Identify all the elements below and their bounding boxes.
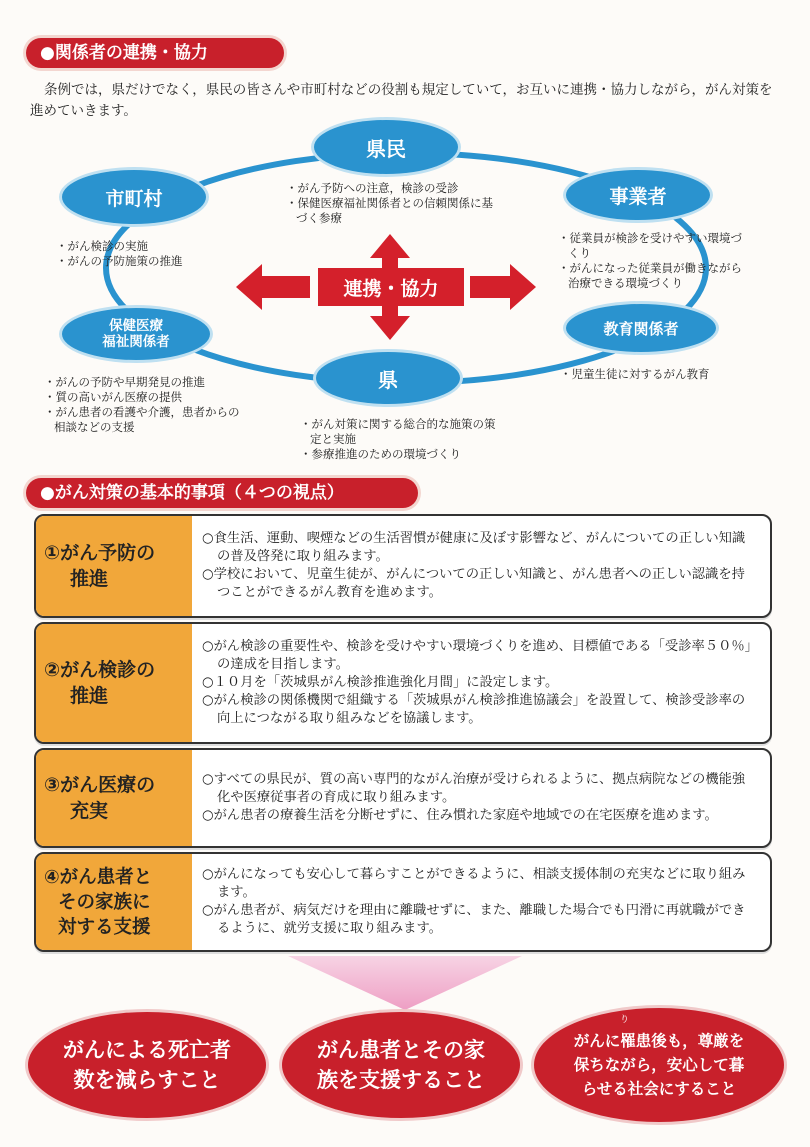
item-label <box>36 624 192 742</box>
item-label-line2: 充実 <box>70 800 109 822</box>
item-label-line1: ④がん患者と <box>44 866 153 888</box>
item-box-medical <box>34 748 772 848</box>
item-line: ○がんになっても安心して暮らすことができるように、相談支援体制の充実などに取り組みます。 <box>202 867 746 900</box>
goal-support-patients <box>282 1012 520 1118</box>
center-label: 連携・協力 <box>318 268 464 306</box>
item-body <box>202 771 756 825</box>
goal-line: がんによる死亡者 <box>63 1038 231 1062</box>
node-kyoiku: 教育関係者 <box>566 304 716 352</box>
item-line: ○がん患者の療養生活を分断せずに、住み慣れた家庭や地域での在宅医療を進めます。 <box>202 808 718 823</box>
node-hoken-line1: 保健医療 <box>109 318 163 334</box>
role-item: ・がん患者の看護や介護，患者からの相談などの支援 <box>44 405 240 434</box>
goal-line: 保ちながら，安心して暮 <box>573 1056 745 1074</box>
role-item: ・参療推進のための環境づくり <box>300 447 461 461</box>
item-label-line3: 対する支援 <box>58 916 151 938</box>
section-heading-basic-items: ●がん対策の基本的事項（４つの視点） <box>26 478 418 508</box>
item-label-line2: 推進 <box>70 568 109 590</box>
node-hoken-line2: 福祉関係者 <box>102 334 170 350</box>
item-line: ○がん患者が、病気だけを理由に離職せずに、また、離職した場合でも円滑に再就職ができるように、就労支援に取り組みます。 <box>202 903 746 936</box>
role-item: ・保健医療福祉関係者との信頼関係に基づく参療 <box>286 196 493 225</box>
node-kenmin: 県民 <box>314 120 458 174</box>
goal-dignified-society <box>534 1008 784 1122</box>
item-line: ○学校において、児童生徒が、がんについての正しい知識と、がん患者への正しい認識を持つことができるがん教育を進めます。 <box>202 567 745 600</box>
role-item: ・がんの予防や早期発見の推進 <box>44 375 205 389</box>
item-line: ○すべての県民が、質の高い専門的ながん治療が受けられるように、拠点病院などの機能強化や医療従事者の育成に取り組みます。 <box>202 772 746 805</box>
node-shichoson: 市町村 <box>62 170 206 224</box>
item-body <box>202 866 756 938</box>
goal-line: らせる社会にすること <box>581 1080 737 1098</box>
goal-line: がん患者とその家 <box>317 1038 485 1062</box>
item-line: ○がん検診の重要性や、検診を受けやすい環境づくりを進め、目標値である「受診率５０％」の達成を目指します。 <box>202 639 752 672</box>
goal-line: 族を支援すること <box>317 1068 485 1092</box>
node-hoken <box>62 308 210 360</box>
role-item: ・がん対策に関する総合的な施策の策定と実施 <box>300 417 496 446</box>
item-box-prevention <box>34 514 772 618</box>
item-label-line1: ③がん医療の <box>44 774 156 796</box>
section-heading-collaboration: ●関係者の連携・協力 <box>26 38 284 68</box>
item-body <box>202 530 756 602</box>
item-label-line1: ②がん検診の <box>44 659 156 681</box>
roles-kenmin <box>286 181 504 226</box>
goal-reduce-deaths <box>28 1012 266 1118</box>
item-label-line2: 推進 <box>70 685 109 707</box>
item-label <box>36 854 192 950</box>
item-line: ○食生活、運動、喫煙などの生活習慣が健康に及ぼす影響など、がんについての正しい知識の普及啓発に取り組みます。 <box>202 531 746 564</box>
item-box-support <box>34 852 772 952</box>
roles-shichoson <box>56 239 256 269</box>
furigana-ri: り <box>620 1015 630 1025</box>
goal-line: がんに罹患後も，尊厳を <box>573 1032 745 1050</box>
role-item: ・質の高いがん医療の提供 <box>44 390 182 404</box>
item-label-line1: ①がん予防の <box>44 542 156 564</box>
item-label <box>36 516 192 616</box>
roles-hoken <box>44 375 240 435</box>
roles-ken <box>300 417 496 462</box>
role-item: ・がん予防への注意，検診の受診 <box>286 181 459 195</box>
item-label <box>36 750 192 846</box>
role-item: ・従業員が検診を受けやすい環境づくり <box>558 231 742 260</box>
down-arrow-icon <box>280 956 530 1012</box>
role-item: ・がんになった従業員が働きながら治療できる環境づくり <box>558 261 742 290</box>
item-line: ○１０月を「茨城県がん検診推進強化月間」に設定します。 <box>202 675 559 690</box>
roles-kyoiku <box>560 367 760 382</box>
item-line: ○がん検診の関係機関で組織する「茨城県がん検診推進協議会」を設置して、検診受診率の向上につながる取り組みなどを協議します。 <box>202 693 746 726</box>
node-ken: 県 <box>316 352 460 404</box>
item-box-screening <box>34 622 772 744</box>
role-item: ・がんの予防施策の推進 <box>56 254 183 268</box>
role-item: ・がん検診の実施 <box>56 239 148 253</box>
roles-jigyosha <box>558 231 752 291</box>
goal-line: 数を減らすこと <box>73 1068 221 1092</box>
node-jigyosha: 事業者 <box>566 170 710 220</box>
item-body <box>202 638 756 728</box>
role-item: ・児童生徒に対するがん教育 <box>560 367 710 381</box>
item-label-line2: その家族に <box>58 891 151 913</box>
intro-text: 条例では，県だけでなく，県民の皆さんや市町村などの役割も規定していて，お互いに連携・協力しながら，がん対策を進めていきます。 <box>30 82 773 119</box>
